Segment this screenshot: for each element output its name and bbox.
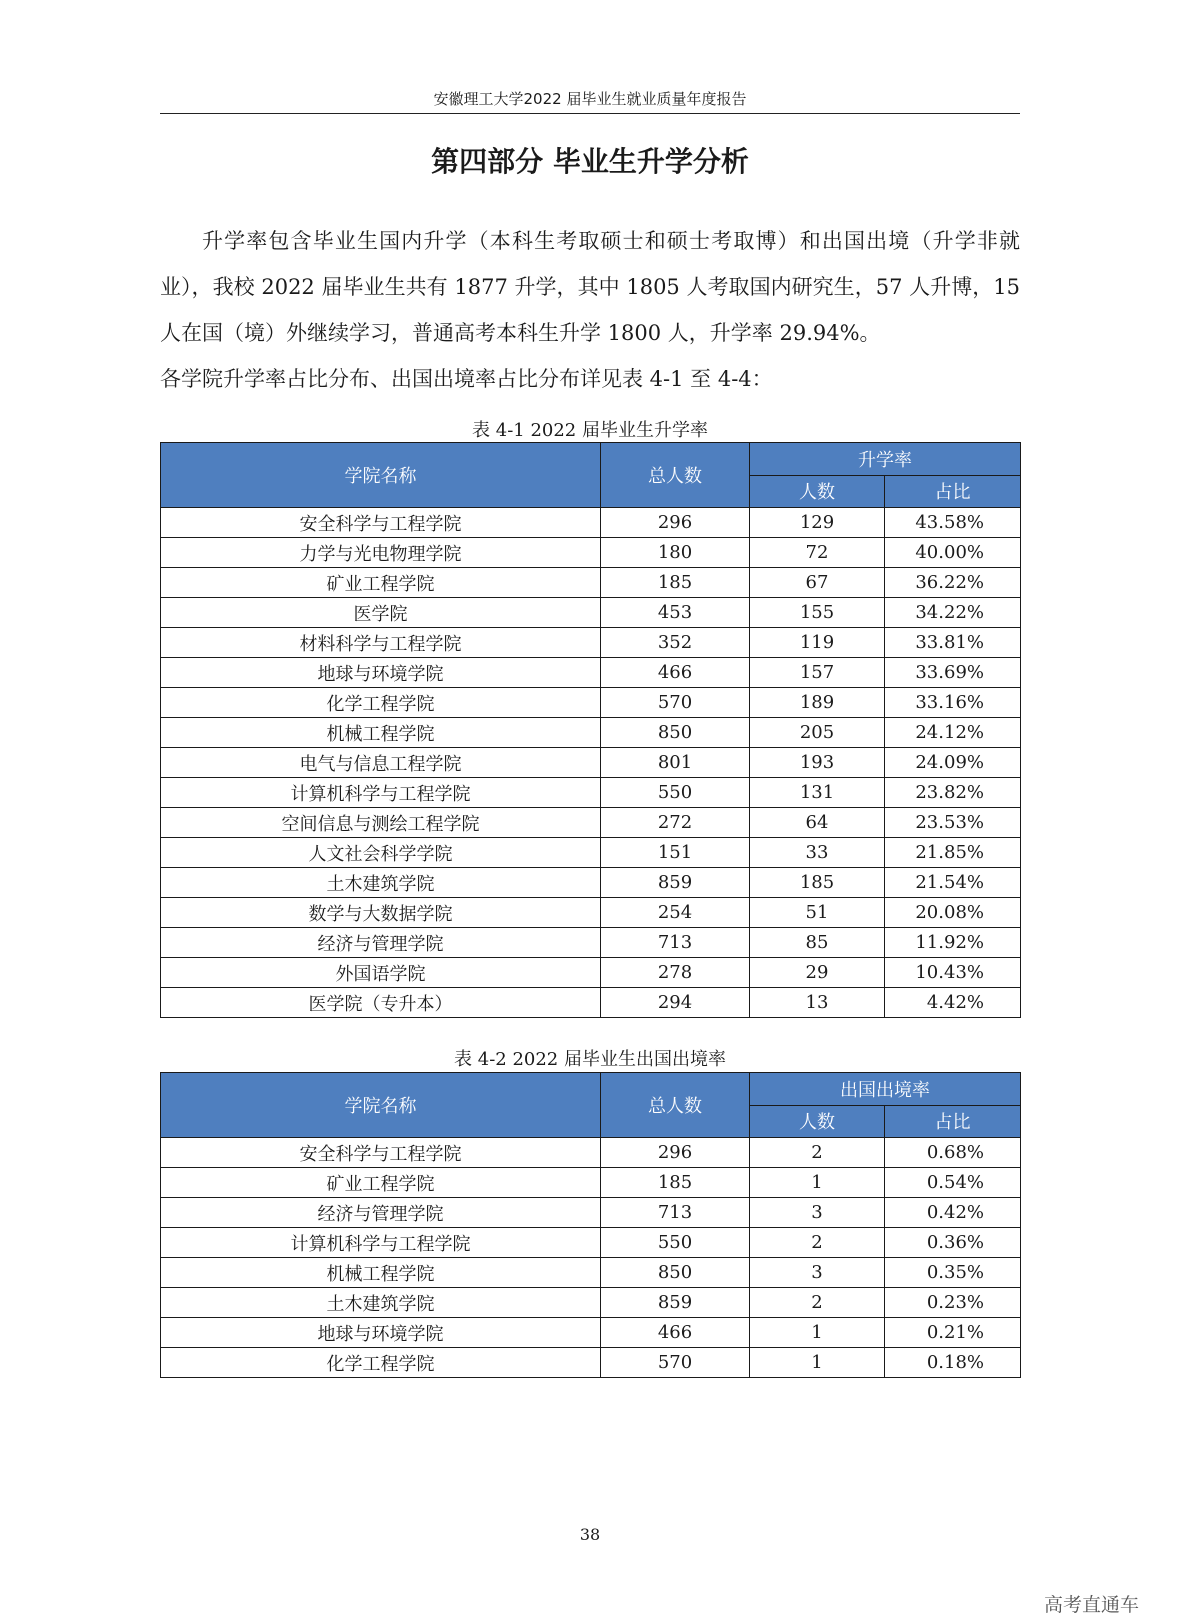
total-cell: 296: [601, 1138, 750, 1168]
table-row: [161, 538, 1021, 568]
table-row: [161, 718, 1021, 748]
count-cell: 51: [750, 898, 885, 928]
count-cell: 157: [750, 658, 885, 688]
table-row: [161, 778, 1021, 808]
header-count: 人数: [750, 475, 885, 508]
table-row: [161, 568, 1021, 598]
count-cell: 193: [750, 748, 885, 778]
college-cell: 力学与光电物理学院: [161, 538, 601, 568]
total-cell: 850: [601, 1258, 750, 1288]
count-cell: 2: [750, 1138, 885, 1168]
count-cell: 189: [750, 688, 885, 718]
header-group: 出国出境率: [750, 1073, 1021, 1106]
table-caption: 表 4-1 2022 届毕业生升学率: [472, 420, 708, 441]
ratio-cell: 10.43%: [885, 958, 1021, 988]
table-row: [161, 838, 1021, 868]
college-cell: 经济与管理学院: [161, 928, 601, 958]
ratio-cell: 11.92%: [885, 928, 1021, 958]
table-row: [161, 958, 1021, 988]
total-cell: 185: [601, 568, 750, 598]
ratio-cell: 4.42%: [885, 988, 1021, 1018]
ratio-cell: 0.23%: [885, 1288, 1021, 1318]
college-cell: 材料科学与工程学院: [161, 628, 601, 658]
total-cell: 272: [601, 808, 750, 838]
college-cell: 化学工程学院: [161, 1348, 601, 1378]
ratio-cell: 43.58%: [885, 508, 1021, 538]
ratio-cell: 0.68%: [885, 1138, 1021, 1168]
count-cell: 3: [750, 1198, 885, 1228]
table-row: [161, 508, 1021, 538]
table-row: [161, 898, 1021, 928]
ratio-cell: 0.35%: [885, 1258, 1021, 1288]
count-cell: 72: [750, 538, 885, 568]
total-cell: 570: [601, 1348, 750, 1378]
total-cell: 850: [601, 718, 750, 748]
count-cell: 64: [750, 808, 885, 838]
count-cell: 33: [750, 838, 885, 868]
college-cell: 外国语学院: [161, 958, 601, 988]
header-college: 学院名称: [161, 1073, 601, 1138]
total-cell: 859: [601, 1288, 750, 1318]
count-cell: 1: [750, 1348, 885, 1378]
overseas-rate-table: [160, 1072, 1021, 1378]
table-row: [161, 988, 1021, 1018]
ratio-cell: 0.21%: [885, 1318, 1021, 1348]
table-row: [161, 628, 1021, 658]
table-row: [161, 688, 1021, 718]
college-cell: 安全科学与工程学院: [161, 508, 601, 538]
total-cell: 550: [601, 778, 750, 808]
count-cell: 119: [750, 628, 885, 658]
ratio-cell: 0.36%: [885, 1228, 1021, 1258]
count-cell: 67: [750, 568, 885, 598]
running-header: 安徽理工大学2022 届毕业生就业质量年度报告: [433, 90, 747, 108]
section-title: 第四部分 毕业生升学分析: [431, 145, 749, 178]
ratio-cell: 33.81%: [885, 628, 1021, 658]
ratio-cell: 20.08%: [885, 898, 1021, 928]
ratio-cell: 24.12%: [885, 718, 1021, 748]
count-cell: 13: [750, 988, 885, 1018]
college-cell: 空间信息与测绘工程学院: [161, 808, 601, 838]
ratio-cell: 21.54%: [885, 868, 1021, 898]
college-cell: 医学院: [161, 598, 601, 628]
ratio-cell: 40.00%: [885, 538, 1021, 568]
table-row: [161, 598, 1021, 628]
college-cell: 土木建筑学院: [161, 1288, 601, 1318]
count-cell: 2: [750, 1228, 885, 1258]
table-row: [161, 1138, 1021, 1168]
table-row: [161, 808, 1021, 838]
body-text: [160, 218, 1020, 402]
ratio-cell: 23.82%: [885, 778, 1021, 808]
total-cell: 296: [601, 508, 750, 538]
count-cell: 29: [750, 958, 885, 988]
table-row: [161, 928, 1021, 958]
total-cell: 151: [601, 838, 750, 868]
total-cell: 570: [601, 688, 750, 718]
table-row: [161, 1318, 1021, 1348]
total-cell: 254: [601, 898, 750, 928]
total-cell: 713: [601, 1198, 750, 1228]
total-cell: 713: [601, 928, 750, 958]
table-caption: 表 4-2 2022 届毕业生出国出境率: [454, 1049, 726, 1070]
total-cell: 185: [601, 1168, 750, 1198]
table-row: [161, 1348, 1021, 1378]
college-cell: 土木建筑学院: [161, 868, 601, 898]
table-row: [161, 748, 1021, 778]
count-cell: 185: [750, 868, 885, 898]
count-cell: 131: [750, 778, 885, 808]
college-cell: 机械工程学院: [161, 1258, 601, 1288]
table-row: [161, 868, 1021, 898]
ratio-cell: 24.09%: [885, 748, 1021, 778]
college-cell: 计算机科学与工程学院: [161, 1228, 601, 1258]
total-cell: 859: [601, 868, 750, 898]
header-ratio: 占比: [885, 475, 1021, 508]
college-cell: 人文社会科学学院: [161, 838, 601, 868]
header-rule: [160, 113, 1020, 114]
college-cell: 电气与信息工程学院: [161, 748, 601, 778]
count-cell: 1: [750, 1318, 885, 1348]
count-cell: 2: [750, 1288, 885, 1318]
header-ratio: 占比: [885, 1105, 1021, 1138]
college-cell: 医学院（专升本）: [161, 988, 601, 1018]
ratio-cell: 0.42%: [885, 1198, 1021, 1228]
college-cell: 计算机科学与工程学院: [161, 778, 601, 808]
page-number: 38: [579, 1525, 601, 1544]
further-study-rate-table: [160, 442, 1021, 1018]
college-cell: 矿业工程学院: [161, 568, 601, 598]
header-total: 总人数: [601, 1073, 750, 1138]
count-cell: 1: [750, 1168, 885, 1198]
table-row: [161, 1258, 1021, 1288]
header-total: 总人数: [601, 443, 750, 508]
watermark: 高考直通车: [1043, 1594, 1139, 1616]
header-college: 学院名称: [161, 443, 601, 508]
table-row: [161, 1288, 1021, 1318]
count-cell: 205: [750, 718, 885, 748]
college-cell: 经济与管理学院: [161, 1198, 601, 1228]
ratio-cell: 34.22%: [885, 598, 1021, 628]
total-cell: 550: [601, 1228, 750, 1258]
college-cell: 数学与大数据学院: [161, 898, 601, 928]
count-cell: 129: [750, 508, 885, 538]
total-cell: 466: [601, 1318, 750, 1348]
college-cell: 安全科学与工程学院: [161, 1138, 601, 1168]
table-row: [161, 1168, 1021, 1198]
total-cell: 294: [601, 988, 750, 1018]
college-cell: 矿业工程学院: [161, 1168, 601, 1198]
ratio-cell: 33.69%: [885, 658, 1021, 688]
total-cell: 352: [601, 628, 750, 658]
total-cell: 278: [601, 958, 750, 988]
total-cell: 801: [601, 748, 750, 778]
header-count: 人数: [750, 1105, 885, 1138]
table-row: [161, 658, 1021, 688]
header-group: 升学率: [750, 443, 1021, 476]
college-cell: 机械工程学院: [161, 718, 601, 748]
total-cell: 453: [601, 598, 750, 628]
table-row: [161, 1228, 1021, 1258]
body-paragraph: 升学率包含毕业生国内升学（本科生考取硕士和硕士考取博）和出国出境（升学非就业），我校 2022 届毕业生共有 1877 升学，其中 1805 人考取国内研究生，57 人升博，15 人在国（境）外继续学习，普通高考本科生升学 1800 人，升学率 29.94%。: [160, 229, 1020, 345]
ratio-cell: 36.22%: [885, 568, 1021, 598]
ratio-cell: 23.53%: [885, 808, 1021, 838]
ratio-cell: 21.85%: [885, 838, 1021, 868]
college-cell: 地球与环境学院: [161, 658, 601, 688]
college-cell: 化学工程学院: [161, 688, 601, 718]
ratio-cell: 0.54%: [885, 1168, 1021, 1198]
count-cell: 3: [750, 1258, 885, 1288]
college-cell: 地球与环境学院: [161, 1318, 601, 1348]
count-cell: 155: [750, 598, 885, 628]
total-cell: 466: [601, 658, 750, 688]
total-cell: 180: [601, 538, 750, 568]
table-row: [161, 1198, 1021, 1228]
ratio-cell: 33.16%: [885, 688, 1021, 718]
count-cell: 85: [750, 928, 885, 958]
ratio-cell: 0.18%: [885, 1348, 1021, 1378]
body-paragraph: 各学院升学率占比分布、出国出境率占比分布详见表 4-1 至 4-4：: [160, 367, 773, 391]
